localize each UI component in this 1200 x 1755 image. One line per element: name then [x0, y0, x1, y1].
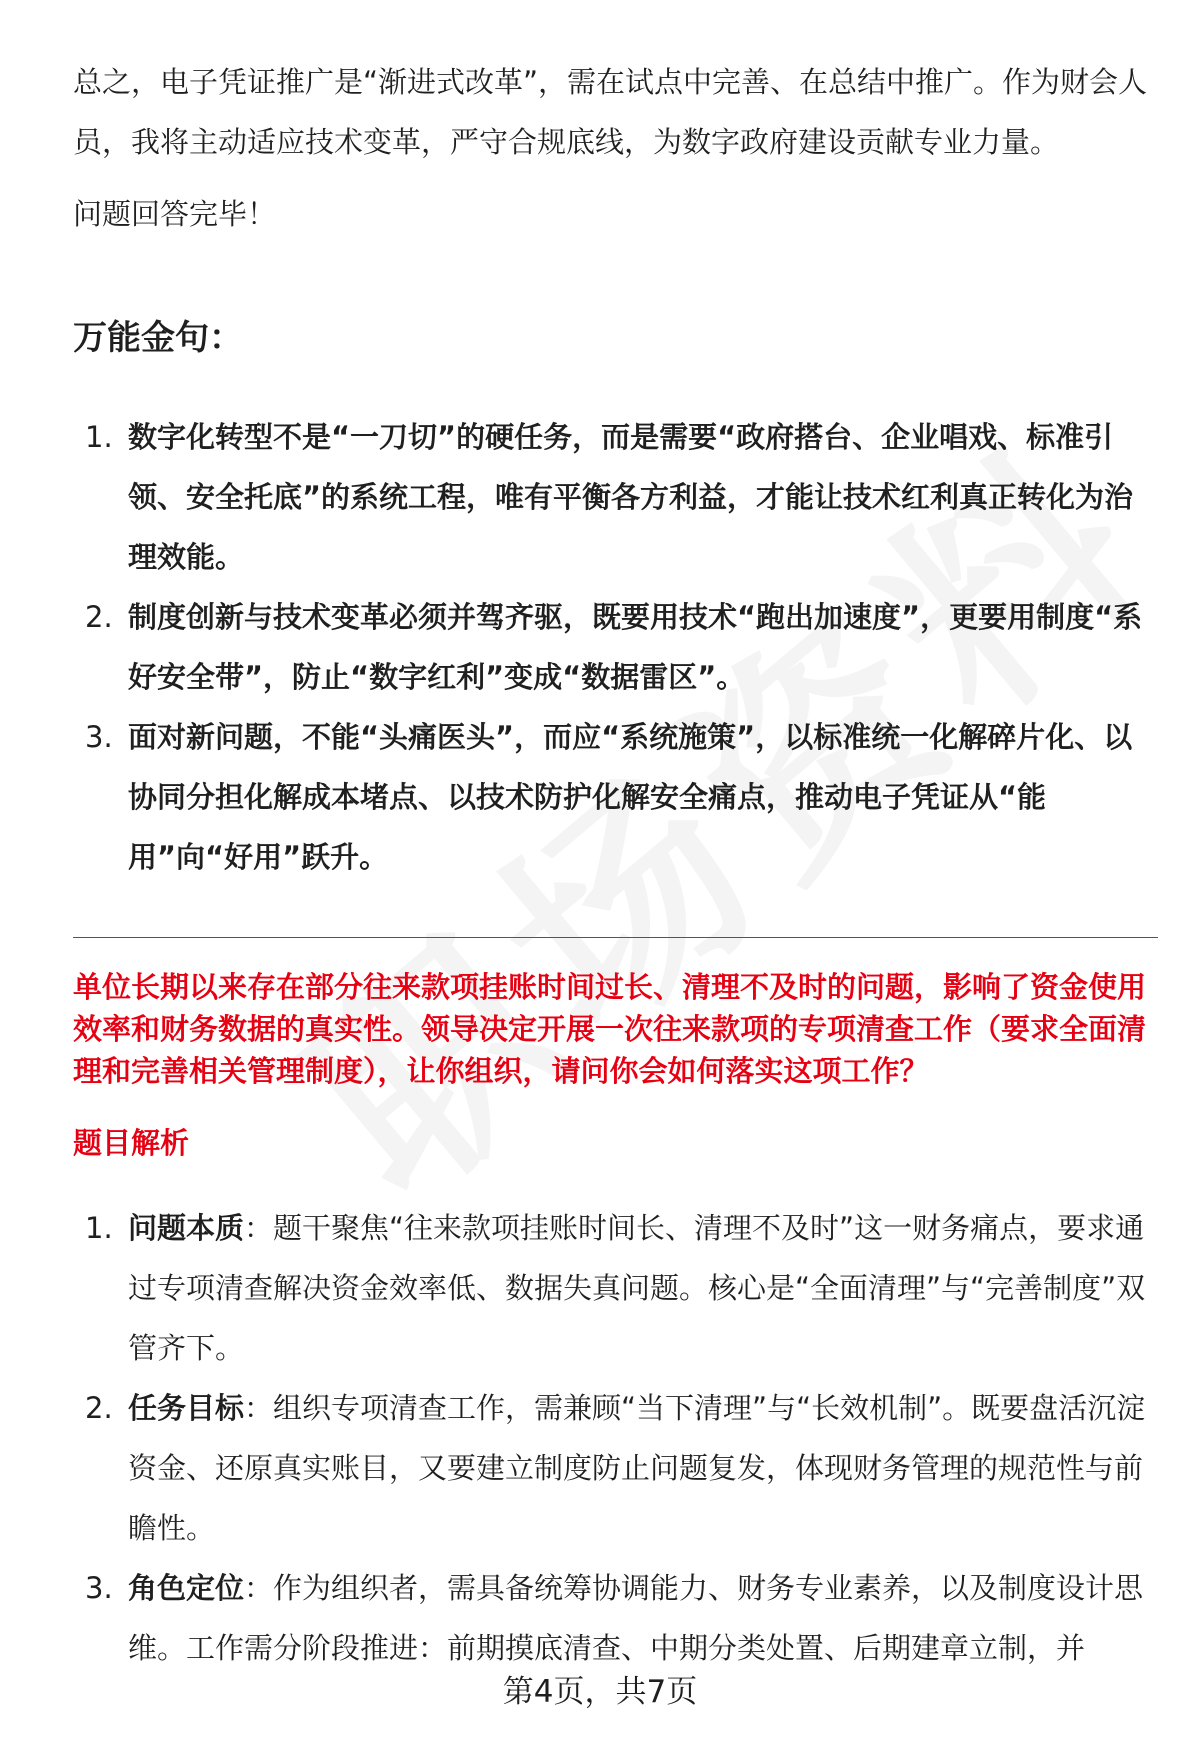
golden-sentences-heading: 万能金句： — [73, 318, 243, 358]
interview-question: 单位长期以来存在部分往来款项挂账时间过长、清理不及时的问题，影响了资金使用效率和财务数据的真实性。领导决定开展一次往来款项的专项清查工作（要求全面清理和完善相关管理制度），让你组织，请问你会如何落实这项工作？ — [73, 970, 1147, 1088]
list-number: 3. — [85, 1571, 113, 1605]
list-number: 1. — [85, 1211, 113, 1245]
section-divider — [73, 937, 1158, 938]
list-number: 1. — [85, 420, 113, 454]
list-item — [73, 407, 1158, 587]
analysis-separator: ： — [244, 1211, 274, 1245]
list-item-text: 面对新问题，不能“头痛医头”，而应“系统施策”，以标准统一化解碎片化、以协同分担化解成本堵点、以技术防护化解安全痛点，推动电子凭证从“能用”向“好用”跃升。 — [128, 720, 1133, 874]
analysis-separator: ： — [244, 1391, 274, 1425]
analysis-term: 角色定位 — [128, 1571, 245, 1605]
list-item — [73, 1378, 1158, 1558]
list-item — [73, 587, 1158, 707]
list-item-text: 数字化转型不是“一刀切”的硬任务，而是需要“政府搭台、企业唱戏、标准引领、安全托底”的系统工程，唯有平衡各方利益，才能让技术红利真正转化为治理效能。 — [128, 420, 1134, 574]
page-footer: 第4页，共7页 — [502, 1674, 698, 1710]
list-item-text: 作为组织者，需具备统筹协调能力、财务专业素养，以及制度设计思维。工作需分阶段推进：前期摸底清查、中期分类处置、后期建章立制，并 — [128, 1571, 1144, 1665]
list-number: 2. — [85, 1391, 113, 1425]
list-number: 2. — [85, 600, 113, 634]
closing-line: 问题回答完毕！ — [73, 197, 277, 231]
list-item — [73, 1198, 1158, 1378]
analysis-term: 任务目标 — [128, 1391, 245, 1425]
list-item-text: 题干聚焦“往来款项挂账时间长、清理不及时”这一财务痛点，要求通过专项清查解决资金效率低、数据失真问题。核心是“全面清理”与“完善制度”双管齐下。 — [128, 1211, 1146, 1365]
list-item — [73, 707, 1158, 887]
analysis-heading: 题目解析 — [73, 1126, 190, 1160]
list-item-text: 制度创新与技术变革必须并驾齐驱，既要用技术“跑出加速度”，更要用制度“系好安全带”，防止“数字红利”变成“数据雷区”。 — [128, 600, 1143, 694]
analysis-separator: ： — [244, 1571, 274, 1605]
list-number: 3. — [85, 720, 113, 754]
summary-paragraph: 总之，电子凭证推广是“渐进式改革”，需在试点中完善、在总结中推广。作为财会人员，我将主动适应技术变革，严守合规底线，为数字政府建设贡献专业力量。 — [73, 65, 1148, 159]
analysis-list — [73, 1198, 1158, 1678]
list-item-text: 组织专项清查工作，需兼顾“当下清理”与“长效机制”。既要盘活沉淀资金、还原真实账目，又要建立制度防止问题复发，体现财务管理的规范性与前瞻性。 — [128, 1391, 1146, 1545]
list-item — [73, 1558, 1158, 1678]
analysis-term: 问题本质 — [128, 1211, 245, 1245]
golden-sentences-list — [73, 407, 1158, 887]
